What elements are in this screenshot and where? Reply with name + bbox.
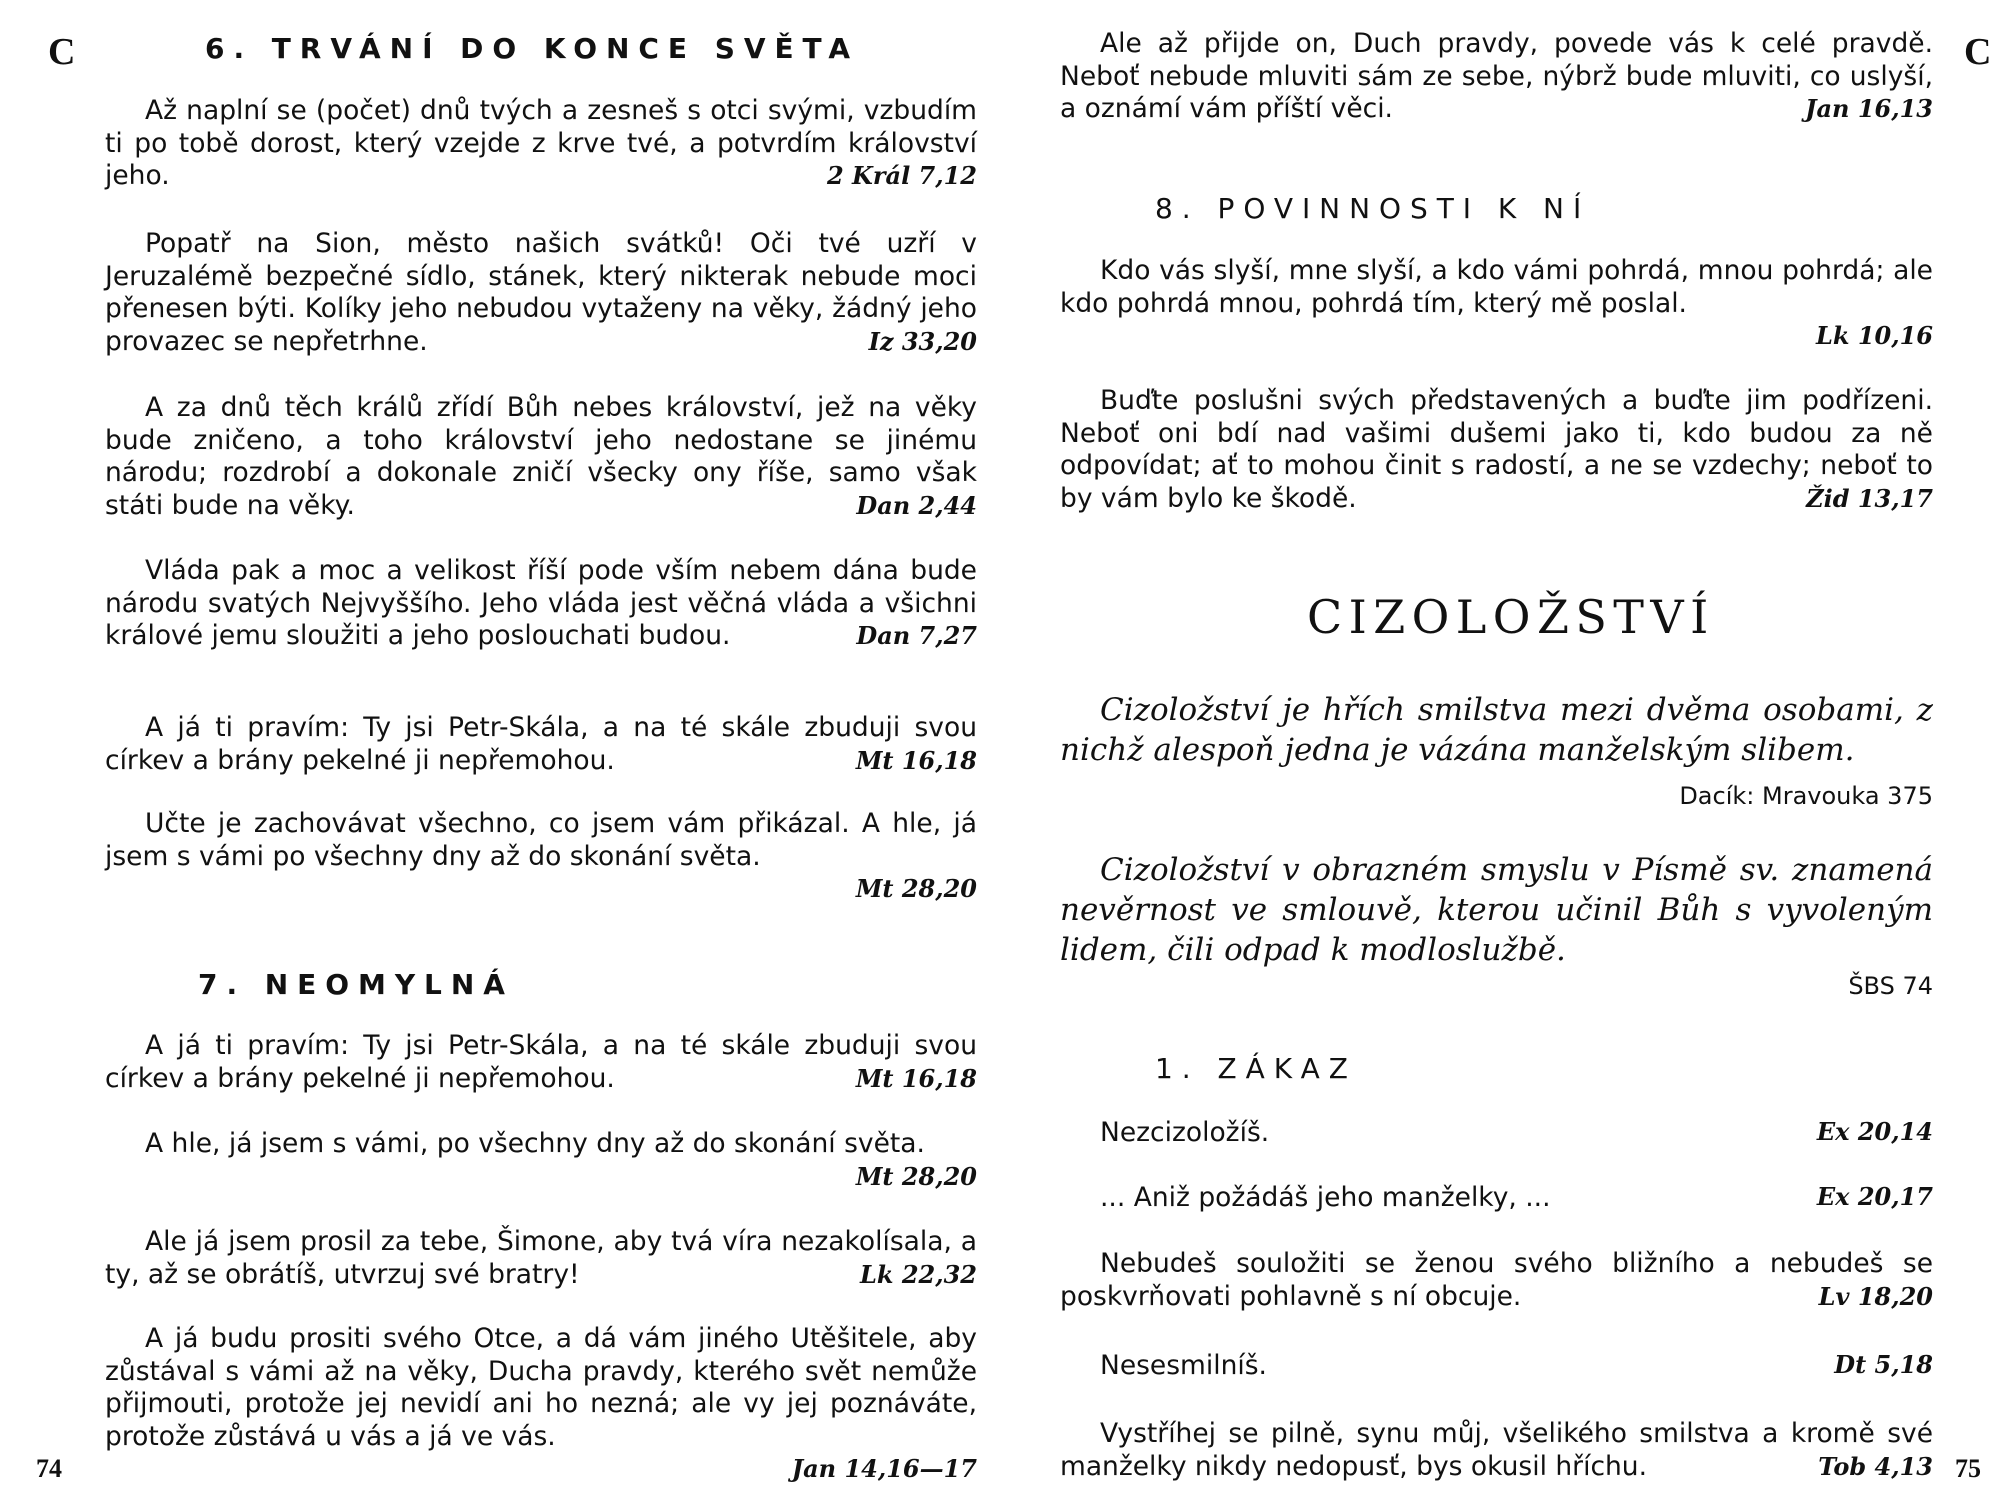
paragraph-text: Buďte poslušni svých představených a buďte jim podřízeni. Neboť oni bdí nad vašimi dušemi jako ti, kdo budou za ně odpovídat; ať to mohou činit s radostí, a ne se vzdechy; neboť to by vám bylo ke škodě. (1060, 385, 1933, 514)
scripture-paragraph (105, 1128, 977, 1193)
paragraph-text: Kdo vás slyší, mne slyší, a kdo vámi pohrdá, mnou pohrdá; ale kdo pohrdá mnou, pohrdá tím, který mě poslal. (1060, 255, 1933, 319)
scripture-reference: Ex 20,17 (1816, 1182, 1933, 1211)
paragraph-text: A za dnů těch králů zřídí Bůh nebes království, jež na věky bude zničeno, a toho království jeho nedostane se jinému národu; rozdrobí a dokonale zničí všecky ony říše, samo však státi bude na věky. (105, 392, 977, 521)
section-heading: 1. ZÁKAZ (1155, 1052, 1357, 1085)
scripture-line (1100, 1117, 1933, 1148)
definition-text: Cizoložství je hřích smilstva mezi dvěma osobami, z nichž alespoň jedna je vázána manželským slibem. (1060, 692, 1933, 768)
scripture-paragraph (1060, 28, 1933, 126)
scripture-reference: Ex 20,14 (1816, 1117, 1933, 1146)
scripture-paragraph (1060, 1248, 1933, 1313)
scripture-paragraph (105, 95, 977, 193)
scripture-line (1100, 1350, 1933, 1381)
scripture-reference: Iz 33,20 (868, 326, 977, 356)
scripture-reference: Dan 7,27 (856, 621, 977, 650)
scripture-reference: Žid 13,17 (1806, 483, 1933, 513)
paragraph-text: A já ti pravím: Ty jsi Petr-Skála, a na té skále zbuduji svou církev a brány pekelné ji nepřemohou. (105, 1030, 977, 1094)
paragraph-text: A hle, já jsem s vámi, po všechny dny až do skonání světa. (145, 1128, 925, 1159)
definition-source: Dacík: Mravouka 375 (1679, 782, 1933, 810)
scripture-paragraph (1060, 1418, 1933, 1483)
scripture-reference: Mt 28,20 (855, 874, 977, 903)
paragraph-text: ... Aniž požádáš jeho manželky, ... (1100, 1182, 1551, 1213)
paragraph-text: Ale až přijde on, Duch pravdy, povede vás k celé pravdě. Neboť nebude mluviti sám ze sebe, nýbrž bude mluviti, co uslyší, a oznámí vám příští věci. (1060, 28, 1933, 124)
paragraph-text: A já budu prositi svého Otce, a dá vám jiného Utěšitele, aby zůstával s vámi až na věky, Ducha pravdy, kterého svět nemůže přijmouti, protože jej nevidí ani ho nezná; ale vy jej poznáváte, protože zůstává u vás a já ve vás. (105, 1323, 977, 1452)
scripture-reference: Mt 28,20 (855, 1161, 977, 1191)
paragraph-text: Až naplní se (počet) dnů tvých a zesneš s otci svými, vzbudím ti po tobě dorost, který vzejde z krve tvé, a potvrdím království jeho. (105, 95, 977, 191)
scripture-paragraph (1060, 255, 1933, 352)
section-heading: 7. NEOMYLNÁ (198, 968, 514, 1001)
thumb-index-letter: C (48, 31, 76, 73)
scripture-paragraph (105, 712, 977, 777)
definition-paragraph (1060, 850, 1933, 1002)
scripture-reference: Dan 2,44 (856, 490, 977, 520)
scripture-reference: Jan 16,13 (1805, 94, 1933, 123)
thumb-index-letter: C (1964, 31, 1992, 73)
paragraph-text: Vláda pak a moc a velikost říší pode vším nebem dána bude národu svatých Nejvyššího. Jeho vláda jest věčná vláda a všichni králové jemu sloužiti a jeho poslouchati budou. (105, 555, 977, 651)
scripture-reference: Jan 14,16—17 (791, 1454, 977, 1483)
scripture-reference: Lk 22,32 (859, 1259, 977, 1289)
scripture-reference: Mt 16,18 (855, 745, 977, 775)
scripture-reference: Lv 18,20 (1818, 1281, 1933, 1311)
scripture-paragraph (105, 392, 977, 522)
scripture-line (1100, 1182, 1933, 1213)
scripture-reference: Lk 10,16 (1815, 321, 1933, 350)
right-page (1007, 0, 2014, 1501)
paragraph-text: Nebudeš souložiti se ženou svého bližního a nebudeš se poskvrňovati pohlavně s ní obcuje. (1060, 1248, 1933, 1312)
scripture-reference: Tob 4,13 (1818, 1451, 1933, 1481)
paragraph-text: Nesesmilníš. (1100, 1350, 1267, 1381)
paragraph-text: Popatř na Sion, město našich svátků! Oči tvé uzří v Jeruzalémě bezpečné sídlo, stánek, který nikterak nebude moci přenesen býti. Kolíky jeho nebudou vytaženy na věky, žádný jeho provazec se nepřetrhne. (105, 228, 977, 357)
scripture-paragraph (105, 1030, 977, 1095)
paragraph-text: A já ti pravím: Ty jsi Petr-Skála, a na té skále zbuduji svou církev a brány pekelné ji nepřemohou. (105, 712, 977, 776)
scripture-paragraph (105, 228, 977, 358)
page-number: 75 (1955, 1454, 1981, 1483)
definition-paragraph (1060, 690, 1933, 816)
scripture-paragraph (105, 1323, 977, 1485)
paragraph-text: Učte je zachovávat všechno, co jsem vám přikázal. A hle, já jsem s vámi po všechny dny až do skonání světa. (105, 808, 977, 872)
paragraph-text: Nezcizoložíš. (1100, 1117, 1270, 1148)
left-page (0, 0, 1005, 1501)
scripture-paragraph (1060, 385, 1933, 515)
scripture-reference: 2 Král 7,12 (826, 161, 977, 190)
paragraph-text: Ale já jsem prosil za tebe, Šimone, aby tvá víra nezakolísala, a ty, až se obrátíš, utvrzuj své bratry! (105, 1226, 977, 1290)
scripture-reference: Dt 5,18 (1834, 1350, 1933, 1379)
section-heading: 6. TRVÁNÍ DO KONCE SVĚTA (205, 32, 860, 65)
page-number: 74 (36, 1454, 62, 1483)
chapter-title: CIZOLOŽSTVÍ (1307, 590, 1715, 644)
section-heading: 8. POVINNOSTI K NÍ (1155, 192, 1591, 225)
paragraph-text: Vystříhej se pilně, synu můj, všelikého smilstva a kromě své manželky nikdy nedopusť, bys okusil hříchu. (1060, 1418, 1933, 1482)
scripture-paragraph (105, 1226, 977, 1291)
scripture-paragraph (105, 808, 977, 905)
definition-text: Cizoložství v obrazném smyslu v Písmě sv. znamená nevěrnost ve smlouvě, kterou učinil Bůh s vyvoleným lidem, čili odpad k modloslužbě. (1060, 852, 1933, 968)
scripture-paragraph (105, 555, 977, 653)
definition-source: ŠBS 74 (1848, 972, 1933, 1000)
scripture-reference: Mt 16,18 (855, 1063, 977, 1093)
